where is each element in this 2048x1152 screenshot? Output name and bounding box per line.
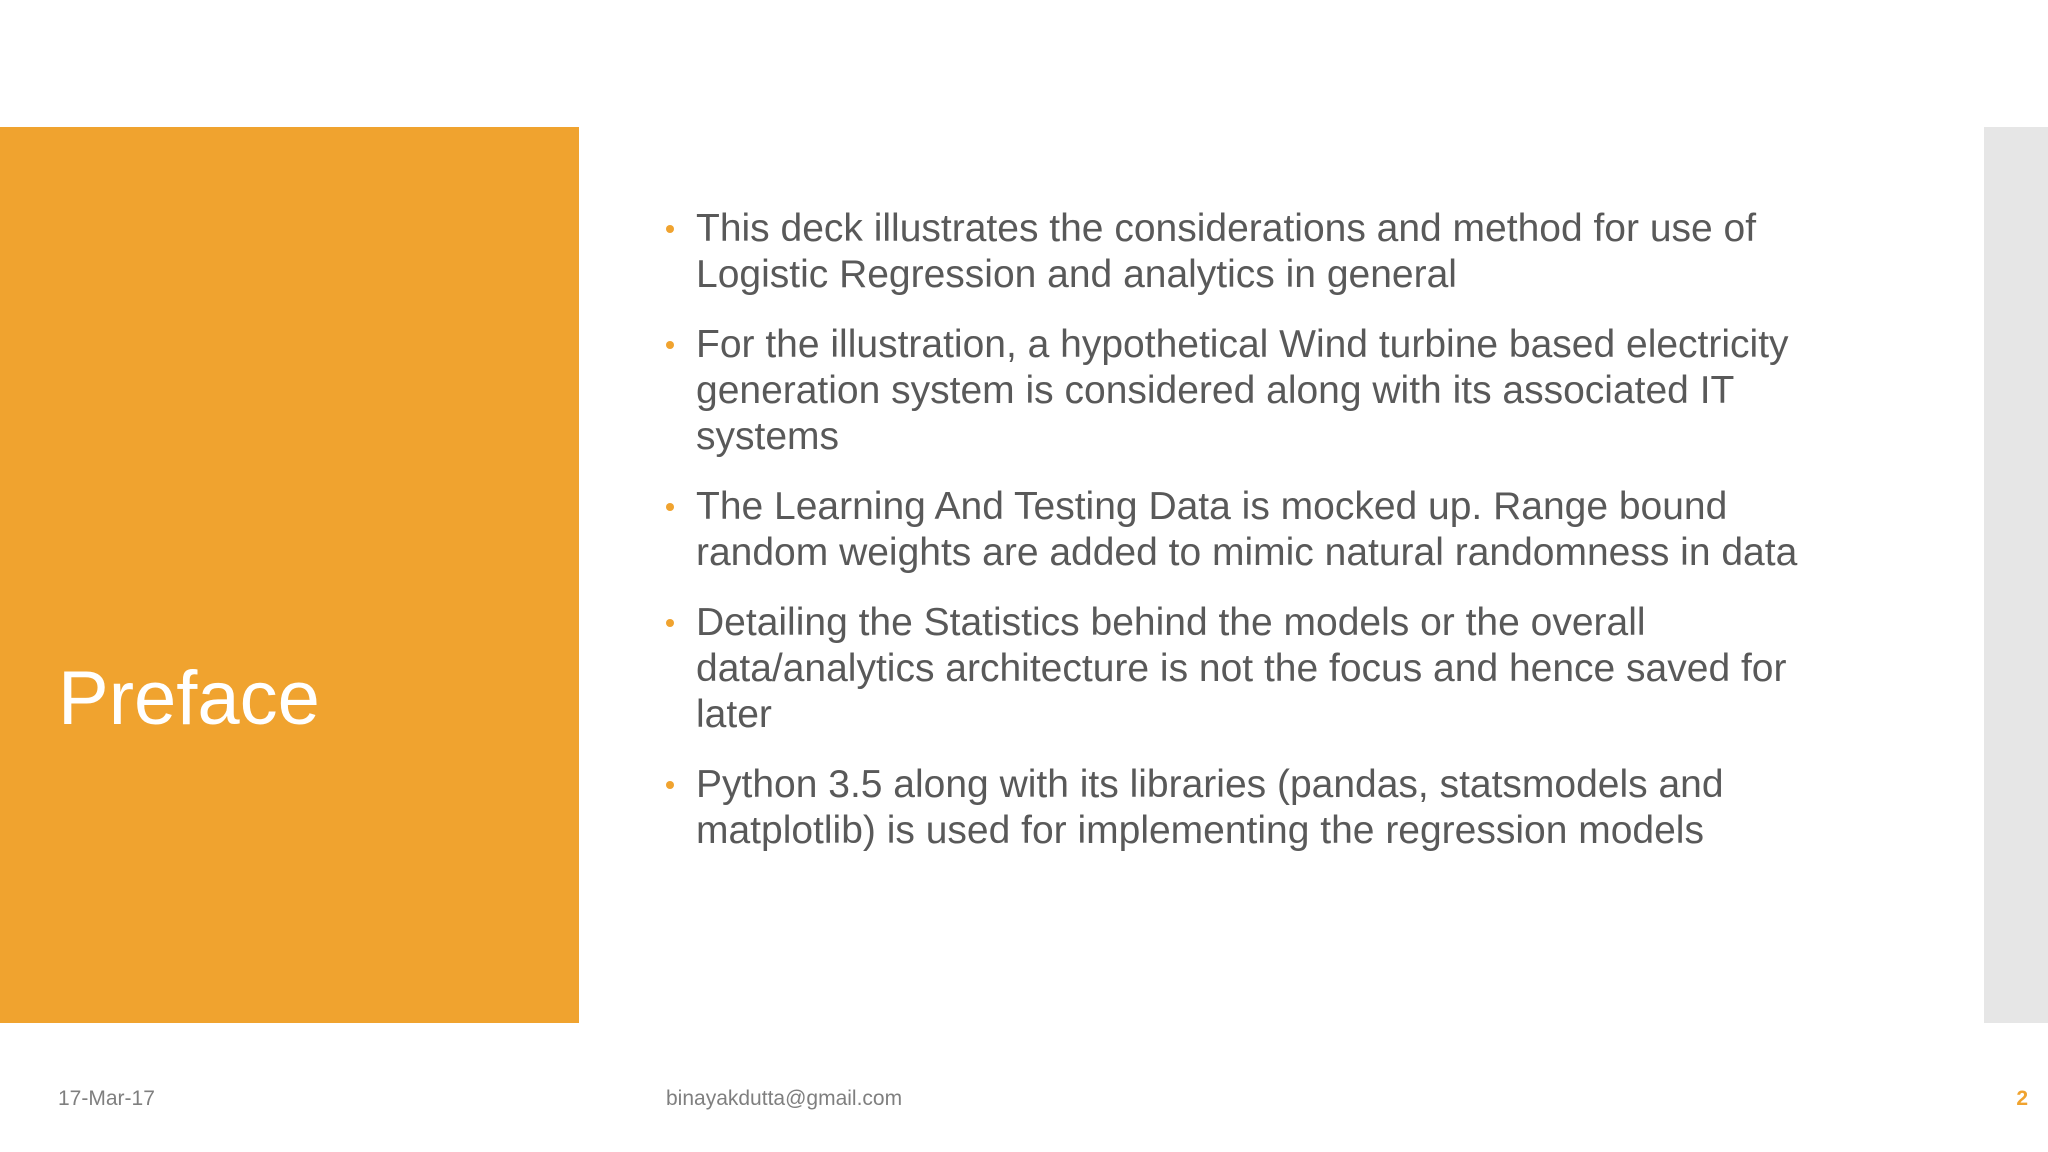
bullet-item xyxy=(662,600,1832,738)
bullet-dot-icon xyxy=(666,341,674,349)
slide-title: Preface xyxy=(58,656,320,741)
bullet-text: Detailing the Statistics behind the models or the overall data/analytics architecture is not the focus and hence saved for later xyxy=(696,601,1787,736)
bullet-dot-icon xyxy=(666,225,674,233)
bullet-text: This deck illustrates the considerations and method for use of Logistic Regression and analytics in general xyxy=(696,207,1757,296)
bullet-item xyxy=(662,322,1832,460)
slide-number: 2 xyxy=(2016,1087,2028,1110)
side-strip xyxy=(1984,127,2048,1023)
bullet-dot-icon xyxy=(666,619,674,627)
bullet-text: The Learning And Testing Data is mocked up. Range bound random weights are added to mimic natural randomness in data xyxy=(696,485,1798,574)
footer-date: 17-Mar-17 xyxy=(58,1087,155,1110)
bullet-dot-icon xyxy=(666,781,674,789)
bullet-text: For the illustration, a hypothetical Wind turbine based electricity generation system is considered along with its associated IT systems xyxy=(696,323,1789,458)
bullet-item xyxy=(662,206,1832,298)
footer-email: binayakdutta@gmail.com xyxy=(666,1087,903,1110)
bullet-dot-icon xyxy=(666,503,674,511)
bullet-list xyxy=(662,206,1832,878)
title-panel xyxy=(0,127,579,1023)
bullet-item xyxy=(662,484,1832,576)
bullet-text: Python 3.5 along with its libraries (pandas, statsmodels and matplotlib) is used for implementing the regression models xyxy=(696,763,1724,852)
bullet-item xyxy=(662,762,1832,854)
